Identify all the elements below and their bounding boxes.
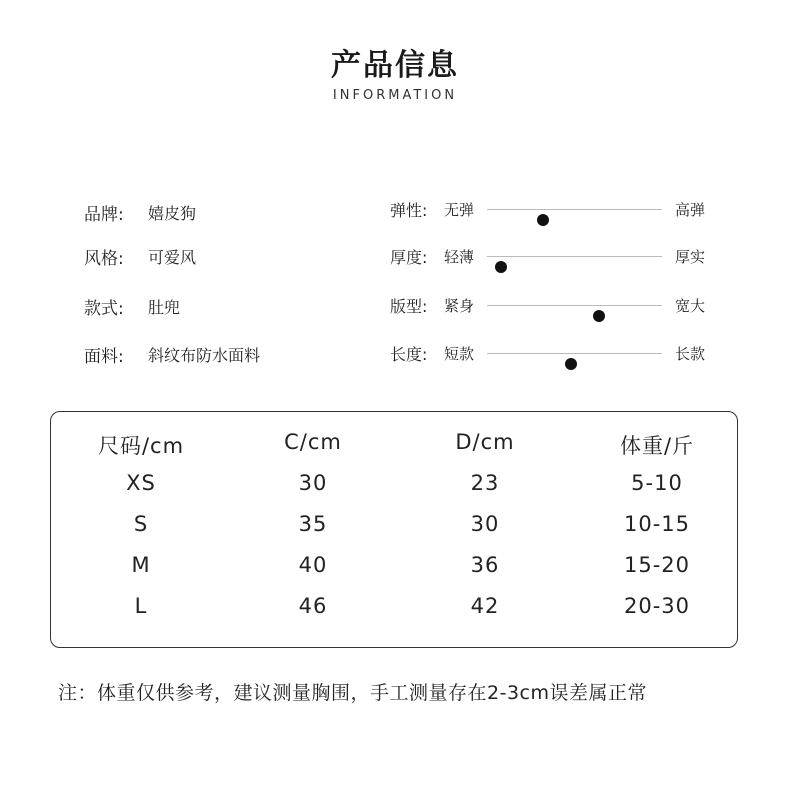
- attr-brand: [84, 200, 197, 225]
- scale-fit: [390, 294, 720, 318]
- table-cell: 5-10: [631, 471, 683, 495]
- scale-left-label: 短款: [444, 345, 475, 363]
- attr-value: 肚兜: [148, 298, 181, 317]
- table-cell: 36: [470, 553, 500, 577]
- table-cell: 40: [298, 553, 328, 577]
- scale-label: 长度:: [390, 345, 428, 364]
- scale-left-label: 轻薄: [444, 248, 475, 266]
- table-cell: L: [134, 594, 148, 618]
- attr-value: 可爱风: [148, 248, 197, 267]
- table-cell: XS: [126, 471, 156, 495]
- table-cell: 10-15: [623, 512, 691, 536]
- scale-thickness: [390, 245, 720, 269]
- attr-label: 品牌:: [84, 205, 124, 225]
- scale-left-label: 无弹: [444, 201, 475, 219]
- table-cell: 35: [298, 512, 328, 536]
- table-cell: 15-20: [623, 553, 691, 577]
- table-cell: 42: [470, 594, 500, 618]
- scale-track: [487, 256, 662, 257]
- table-header-cell: C/cm: [284, 430, 342, 454]
- table-cell: 46: [298, 594, 328, 618]
- table-cell: 20-30: [623, 594, 691, 618]
- scale-label: 厚度:: [390, 248, 428, 267]
- scale-knob: [593, 310, 605, 322]
- table-header-cell: D/cm: [455, 430, 515, 454]
- footnote: 注：体重仅供参考，建议测量胸围，手工测量存在2-3cm误差属正常: [58, 682, 647, 704]
- attr-value: 嬉皮狗: [148, 204, 197, 223]
- scale-right-label: 高弹: [675, 201, 706, 219]
- scale-left-label: 紧身: [444, 297, 475, 315]
- scale-right-label: 厚实: [675, 248, 706, 266]
- table-cell: 30: [470, 512, 500, 536]
- attr-style: [84, 244, 197, 269]
- scale-label: 弹性:: [390, 201, 428, 220]
- table-cell: M: [131, 553, 151, 577]
- page-subtitle: INFORMATION: [332, 88, 458, 103]
- scale-knob: [565, 358, 577, 370]
- table-header-cell: 体重/斤: [619, 434, 695, 458]
- table-cell: 23: [470, 471, 500, 495]
- table-cell: S: [133, 512, 149, 536]
- scale-elasticity: [390, 198, 720, 222]
- attr-label: 面料:: [84, 347, 124, 367]
- size-table: [50, 411, 738, 648]
- attr-value: 斜纹布防水面料: [148, 346, 261, 365]
- scale-knob: [537, 214, 549, 226]
- scale-length: [390, 342, 720, 366]
- table-cell: 30: [298, 471, 328, 495]
- scale-track: [487, 305, 662, 306]
- scale-knob: [495, 261, 507, 273]
- attr-type: [84, 294, 181, 319]
- scale-track: [487, 209, 662, 210]
- scale-right-label: 宽大: [675, 297, 706, 315]
- scale-label: 版型:: [390, 297, 428, 316]
- attr-label: 款式:: [84, 299, 124, 319]
- scale-track: [487, 353, 662, 354]
- attr-fabric: [84, 342, 261, 367]
- attr-label: 风格:: [84, 249, 124, 269]
- page-title: 产品信息: [331, 48, 459, 83]
- scale-right-label: 长款: [675, 345, 706, 363]
- table-header-cell: 尺码/cm: [97, 434, 185, 458]
